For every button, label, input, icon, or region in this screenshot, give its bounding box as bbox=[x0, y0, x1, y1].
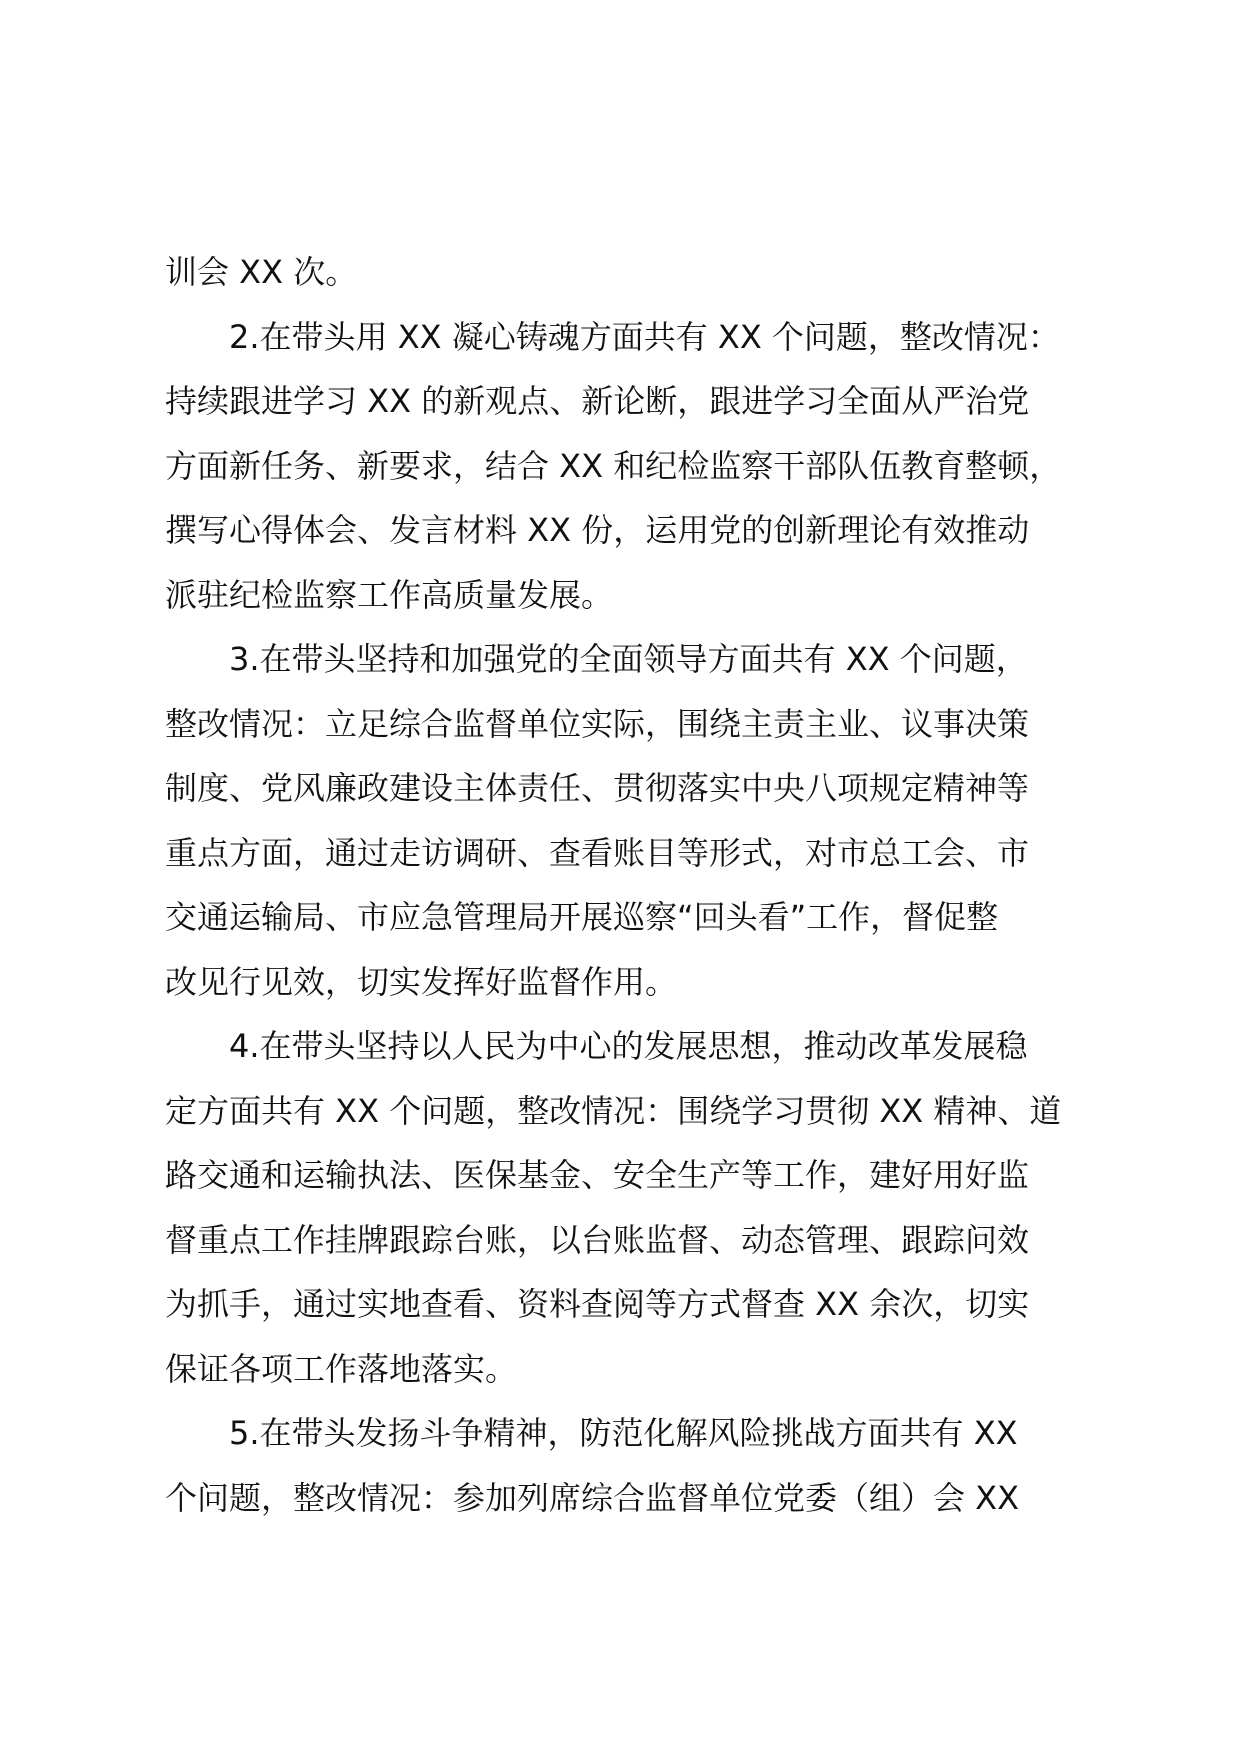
document-body bbox=[165, 240, 1105, 1530]
paragraph-item-2 bbox=[165, 305, 1105, 628]
paragraph-line: 整改情况：立足综合监督单位实际，围绕主责主业、议事决策 bbox=[165, 704, 1030, 743]
paragraph-line: 方面新任务、新要求，结合 XX 和纪检监察干部队伍教育整顿， bbox=[165, 446, 1062, 485]
paragraph-line: 督重点工作挂牌跟踪台账，以台账监督、动态管理、跟踪问效 bbox=[165, 1220, 1030, 1259]
paragraph-line: 持续跟进学习 XX 的新观点、新论断，跟进学习全面从严治党 bbox=[165, 382, 1030, 420]
paragraph-line: 2.在带头用 XX 凝心铸魂方面共有 XX 个问题，整改情况： bbox=[229, 317, 1060, 356]
paragraph-item-3 bbox=[165, 627, 1105, 1014]
paragraph-line: 路交通和运输执法、医保基金、安全生产等工作，建好用好监 bbox=[165, 1156, 1030, 1194]
paragraph-line: 4.在带头坚持以人民为中心的发展思想，推动改革发展稳 bbox=[229, 1027, 1028, 1065]
continuation-line: 训会 XX 次。 bbox=[165, 253, 358, 291]
paragraph-item-4 bbox=[165, 1014, 1105, 1401]
paragraph-line: 撰写心得体会、发言材料 XX 份，运用党的创新理论有效推动 bbox=[165, 511, 1030, 549]
paragraph-line: 派驻纪检监察工作高质量发展。 bbox=[165, 575, 614, 614]
paragraph-item-5 bbox=[165, 1401, 1105, 1530]
paragraph-line: 制度、党风廉政建设主体责任、贯彻落实中央八项规定精神等 bbox=[165, 769, 1030, 807]
paragraph-line: 5.在带头发扬斗争精神，防范化解风险挑战方面共有 XX bbox=[229, 1414, 1018, 1452]
paragraph-line: 保证各项工作落地落实。 bbox=[165, 1349, 518, 1388]
paragraph-line: 为抓手，通过实地查看、资料查阅等方式督查 XX 余次，切实 bbox=[165, 1285, 1030, 1323]
paragraph-line: 3.在带头坚持和加强党的全面领导方面共有 XX 个问题， bbox=[229, 640, 1028, 678]
paragraph-line: 交通运输局、市应急管理局开展巡察“回头看”工作，督促整 bbox=[165, 898, 999, 936]
paragraph-line: 改见行见效，切实发挥好监督作用。 bbox=[165, 962, 678, 1001]
paragraph-line: 个问题，整改情况：参加列席综合监督单位党委（组）会 XX bbox=[165, 1478, 1020, 1517]
paragraph-line: 重点方面，通过走访调研、查看账目等形式，对市总工会、市 bbox=[165, 833, 1030, 872]
paragraph-line: 定方面共有 XX 个问题，整改情况：围绕学习贯彻 XX 精神、道 bbox=[165, 1091, 1062, 1130]
